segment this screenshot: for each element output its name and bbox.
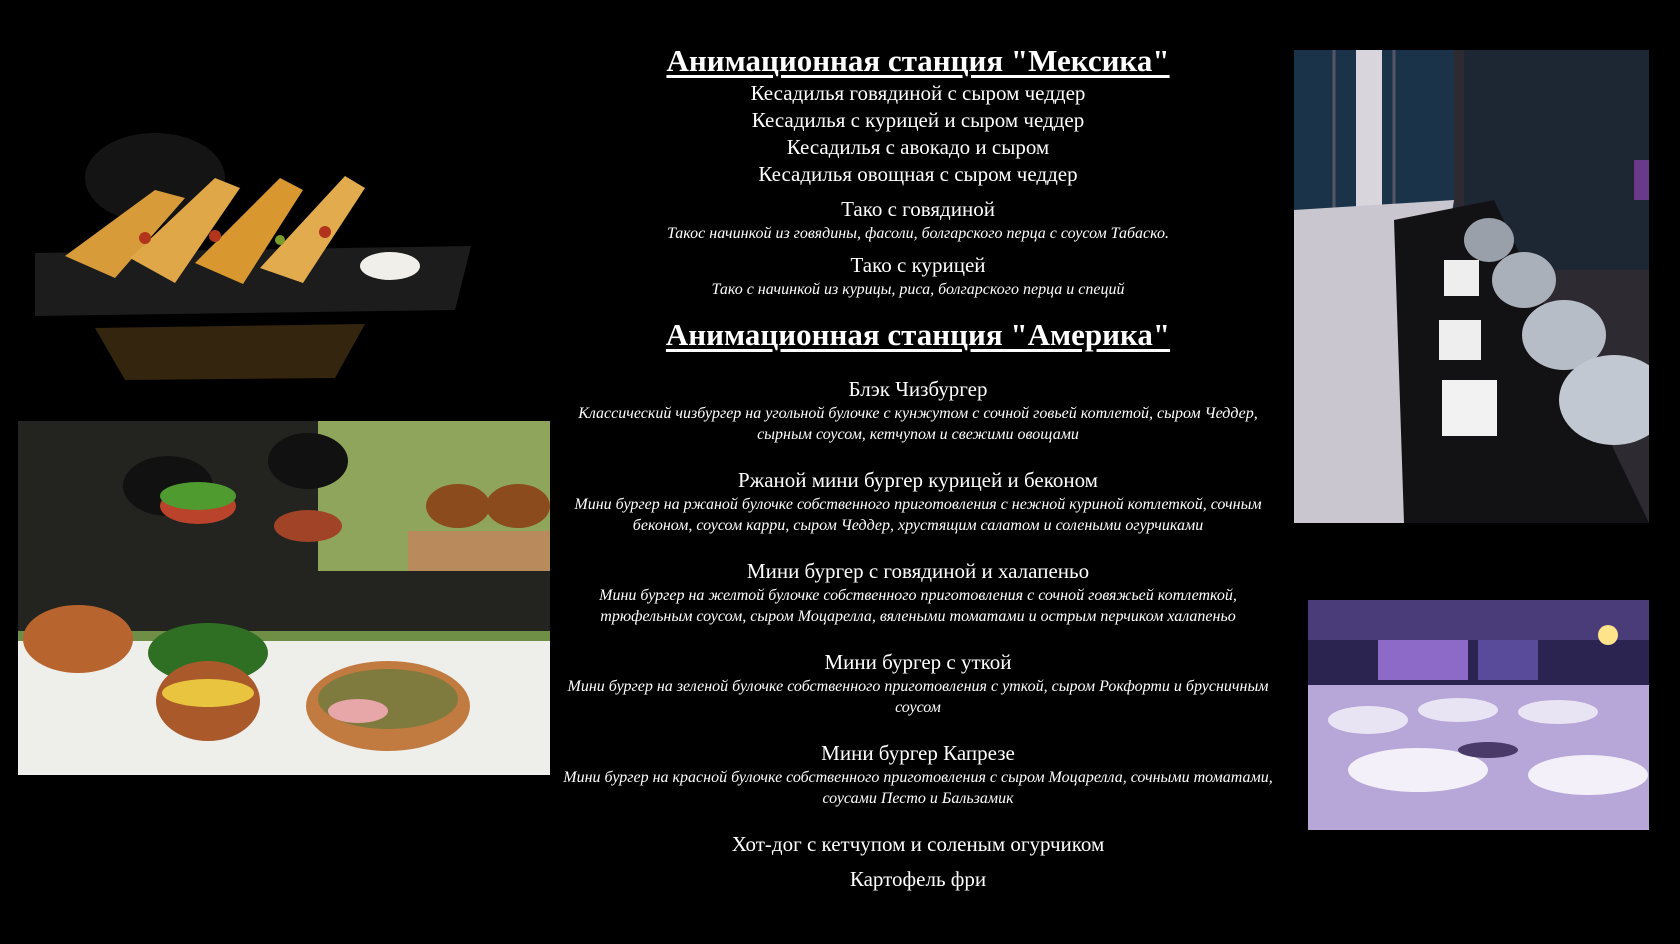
- menu-item-description: Мини бургер на ржаной булочке собственного приготовления с нежной куриной котлеткой, сочным беконом, соусом карри, сыром Чеддер, хрустящим салатом и солеными огурчиками: [574, 496, 1262, 534]
- menu-item: Кесадилья говядиной с сыром чеддер: [750, 81, 1086, 105]
- menu-item-description: Мини бургер на красной булочке собственного приготовления с сыром Моцарелла, сочными томатами, соусами Песто и Бальзамик: [563, 769, 1273, 807]
- menu-item-description: Классический чизбургер на угольной булочке с кунжутом с сочной говьей котлетой, сыром Чеддер, сырным соусом, кетчупом и свежими овощами: [578, 405, 1258, 443]
- menu-item: Картофель фри: [849, 867, 987, 891]
- menu-item-name: Мини бургер с уткой: [824, 650, 1012, 674]
- burger-station-photo: [18, 421, 550, 775]
- menu-item-description: Мини бургер на зеленой булочке собственного приготовления с уткой, сыром Рокфорти и брусничным соусом: [567, 678, 1269, 716]
- menu-item-description: Мини бургер на желтой булочке собственного приготовления с сочной говяжьей котлеткой, трюфельным соусом, сыром Моцарелла, вялеными томатами и острым перчиком халапеньо: [599, 587, 1237, 625]
- menu-item-description: Тако с начинкой из курицы, риса, болгарского перца и специй: [711, 281, 1125, 298]
- menu-item: Хот-дог с кетчупом и соленым огурчиком: [731, 832, 1105, 856]
- menu-item: Кесадилья с авокадо и сыром: [786, 135, 1050, 159]
- menu-item-name: Мини бургер Капрезе: [821, 741, 1015, 765]
- menu-item-name: Тако с курицей: [850, 253, 986, 277]
- buffet-hall-photo: [1294, 50, 1649, 523]
- menu-item-name: Мини бургер с говядиной и халапеньо: [746, 559, 1090, 583]
- menu: [560, 42, 1276, 893]
- banquet-hall-photo: [1308, 600, 1649, 830]
- station-title-mexico: Анимационная станция "Мексика": [666, 43, 1170, 78]
- menu-item-name: Ржаной мини бургер курицей и беконом: [738, 468, 1098, 492]
- quesadilla-photo: [35, 118, 471, 398]
- menu-item-name: Блэк Чизбургер: [848, 377, 988, 401]
- menu-item: Кесадилья овощная с сыром чеддер: [758, 162, 1078, 186]
- station-title-america: Анимационная станция "Америка": [665, 317, 1171, 352]
- menu-item-description: Такос начинкой из говядины, фасоли, болгарского перца с соусом Табаско.: [666, 225, 1170, 242]
- menu-item: Кесадилья с курицей и сыром чеддер: [751, 108, 1085, 132]
- menu-item-name: Тако с говядиной: [841, 197, 995, 221]
